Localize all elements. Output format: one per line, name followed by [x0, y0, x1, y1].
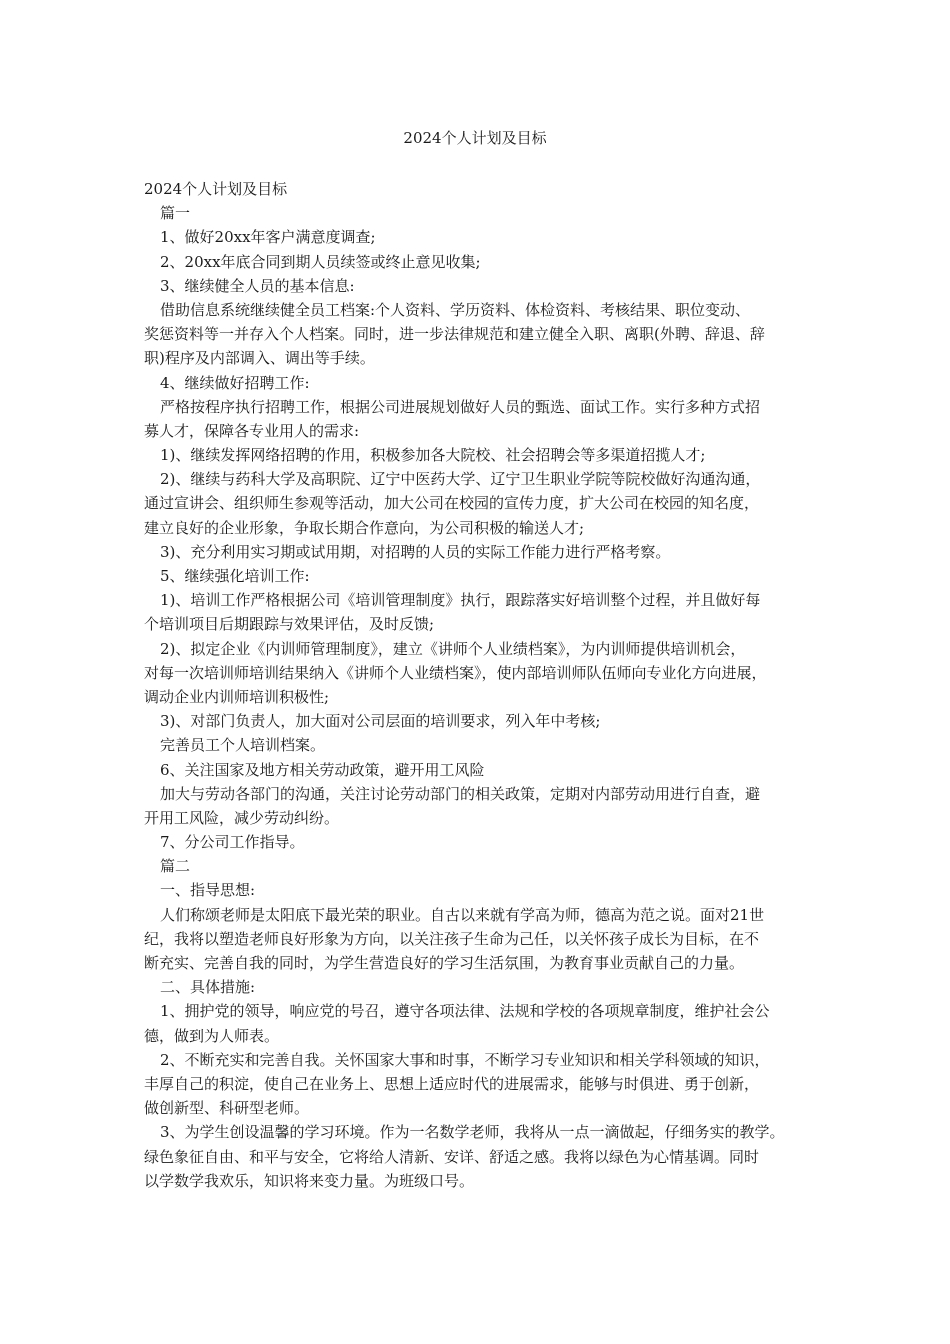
text-line: 篇二 [160, 857, 191, 876]
text-line: 德，做到为人师表。 [144, 1026, 280, 1045]
text-line: 3)、充分利用实习期或试用期，对招聘的人员的实际工作能力进行严格考察。 [160, 542, 671, 561]
text-line: 做创新型、科研型老师。 [144, 1099, 310, 1118]
text-line: 丰厚自己的积淀，使自己在业务上、思想上适应时代的进展需求，能够与时俱进、勇于创新， [144, 1074, 760, 1093]
text-line: 2024个人计划及目标 [144, 180, 288, 198]
text-line: 3、为学生创设温馨的学习环境。作为一名数学老师，我将从一点一滴做起，仔细务实的教学。 [160, 1123, 785, 1142]
text-line: 7、分公司工作指导。 [160, 833, 305, 852]
text-line: 以学数学我欢乐，知识将来变力量。为班级口号。 [144, 1171, 475, 1190]
text-line: 绿色象征自由、和平与安全，它将给人清新、安详、舒适之感。我将以绿色为心情基调。同时 [144, 1147, 760, 1166]
text-line: 一、指导思想: [160, 881, 256, 900]
text-line: 完善员工个人培训档案。 [160, 736, 326, 755]
text-line: 个培训项目后期跟踪与效果评估，及时反馈; [144, 615, 435, 634]
document-body [144, 177, 820, 1193]
text-line: 加大与劳动各部门的沟通，关注讨论劳动部门的相关政策，定期对内部劳动用进行自查，避 [160, 784, 761, 803]
text-line: 5、继续强化培训工作: [160, 567, 310, 585]
text-line: 调动企业内训师培训积极性; [144, 687, 330, 706]
text-line: 6、关注国家及地方相关劳动政策，避开用工风险 [160, 760, 485, 779]
text-line: 2)、继续与药科大学及高职院、辽宁中医药大学、辽宁卫生职业学院等院校做好沟通沟通， [160, 470, 761, 489]
document-title: 2024个人计划及目标 [403, 129, 547, 147]
text-line: 人们称颂老师是太阳底下最光荣的职业。自古以来就有学高为师，德高为范之说。面对21世 [160, 905, 765, 924]
text-line: 2)、拟定企业《内训师管理制度》，建立《讲师个人业绩档案》，为内训师提供培训机会， [160, 639, 746, 658]
text-line: 二、具体措施: [160, 978, 256, 997]
text-line: 2、20xx年底合同到期人员续签或终止意见收集; [160, 252, 481, 271]
text-line: 1)、培训工作严格根据公司《培训管理制度》执行，跟踪落实好培训整个过程，并且做好每 [160, 591, 761, 610]
text-line: 开用工风险，减少劳动纠纷。 [144, 808, 340, 827]
text-line: 对每一次培训师培训结果纳入《讲师个人业绩档案》，使内部培训师队伍师向专业化方向进展， [144, 663, 767, 682]
text-line: 职)程序及内部调入、调出等手续。 [144, 349, 375, 368]
text-line: 1、拥护党的领导，响应党的号召，遵守各项法律、法规和学校的各项规章制度，维护社会公 [160, 1002, 770, 1021]
text-line: 建立良好的企业形象，争取长期合作意向，为公司积极的输送人才; [144, 518, 585, 537]
text-line: 1)、继续发挥网络招聘的作用，积极参加各大院校、社会招聘会等多渠道招揽人才; [160, 446, 706, 465]
text-line: 断充实、完善自我的同时，为学生营造良好的学习生活氛围，为教育事业贡献自己的力量。 [144, 954, 745, 972]
text-line: 1、做好20xx年客户满意度调查; [160, 228, 376, 247]
text-line: 3、继续健全人员的基本信息: [160, 276, 355, 295]
text-line: 募人才，保障各专业用人的需求: [144, 421, 360, 440]
text-line: 篇一 [160, 204, 191, 223]
text-line: 奖惩资料等一并存入个人档案。同时，进一步法律规范和建立健全入职、离职(外聘、辞退、辞 [144, 325, 765, 344]
text-line: 4、继续做好招聘工作: [160, 373, 310, 392]
text-line: 借助信息系统继续健全员工档案:个人资料、学历资料、体检资料、考核结果、职位变动、 [160, 300, 751, 319]
text-line: 通过宣讲会、组织师生参观等活动，加大公司在校园的宣传力度，扩大公司在校园的知名度， [144, 494, 760, 513]
text-line: 2、不断充实和完善自我。关怀国家大事和时事，不断学习专业知识和相关学科领域的知识， [160, 1050, 770, 1069]
text-line: 纪，我将以塑造老师良好形象为方向，以关注孩子生命为己任，以关怀孩子成长为目标，在不 [144, 929, 760, 948]
text-line: 3)、对部门负责人，加大面对公司层面的培训要求，列入年中考核; [160, 712, 601, 731]
text-line: 严格按程序执行招聘工作，根据公司进展规划做好人员的甄选、面试工作。实行多种方式招 [160, 397, 761, 416]
